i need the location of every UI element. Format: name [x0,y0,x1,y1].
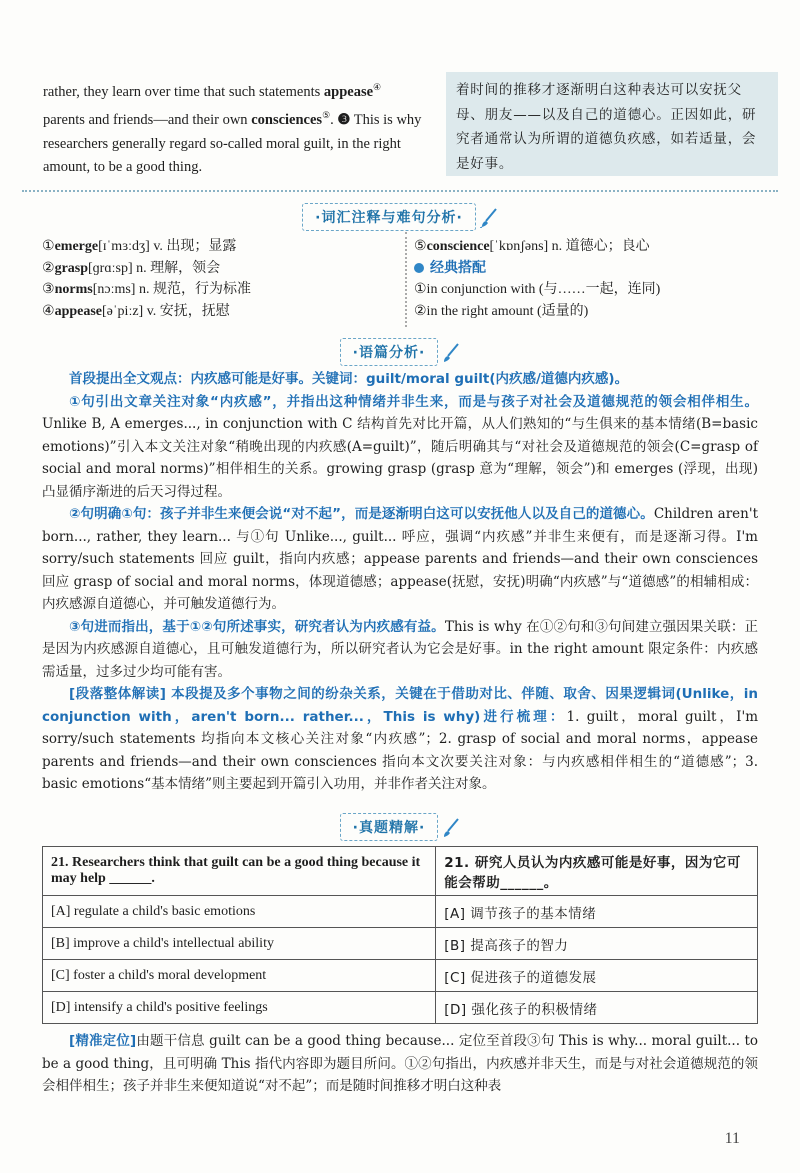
vocab-list-right [414,236,774,322]
passage-paragraph: rather, they learn over time that such statements appease④ parents and friends—and their own consciences⑤. ❸ This is why researchers generally regard so-called moral guilt, in the right amount, to be a good thing. [43,82,422,176]
analysis-para-1: ①句引出文章关注对象“内疚感”，并指出这种情绪并非生来，而是与孩子对社会及道德规范的领会相伴相生。Unlike B, A emerges..., in conjunction with C 结构首先对比开篇，从人们熟知的“与生俱来的基本情绪(B=basic emotions)”引入本文关注对象“稍晚出现的内疚感(A=guilt)”，随后明确其与“对社会及道德规范的领会(C=grasp of social and moral norms)”相伴相生的关系。growing grasp (grasp 意为“理解，领会”)和 emerges (浮现，出现)凸显循序渐进的后天习得过程。 [42,393,758,500]
bullet-icon [414,263,424,273]
option-c-en: [C] foster a child's moral development [43,960,436,992]
vocab-item: ③norms[nɔːms] n. 规范，行为标准 [42,282,251,297]
brush-icon [480,208,498,228]
vocab-item: ①emerge[ɪˈmɜːdʒ] v. 出现；显露 [42,239,237,254]
question-stem-cn: 21. 研究人员认为内疚感可能是好事，因为它可能会帮助______。 [436,847,758,896]
keyword-consciences: consciences [251,112,323,129]
analysis-lead: 首段提出全文观点：内疚感可能是好事。关键词：guilt/moral guilt(内疚感/道德内疚感)。 [69,371,629,387]
translation-box: 着时间的推移才逐渐明白这种表达可以安抚父母、朋友——以及自己的道德心。正因如此，研究者通常认为所谓的道德负疚感，如若适量，会是好事。 [446,72,778,176]
vocab-item: ⑤conscience[ˈkɒnʃəns] n. 道德心；良心 [414,239,650,254]
option-a-cn: [A] 调节孩子的基本情绪 [436,896,758,928]
option-d-en: [D] intensify a child's positive feelings [43,992,436,1024]
collocation-item: ②in the right amount (适量的) [414,303,589,319]
option-a-en: [A] regulate a child's basic emotions [43,896,436,928]
vocab-list-left [42,236,392,322]
vocab-item: ④appease[əˈpiːz] v. 安抚，抚慰 [42,303,230,319]
brush-icon [442,818,460,838]
collocation-item: ①in conjunction with (与……一起，连同) [414,282,661,297]
locate-paragraph: [精准定位]由题干信息 guilt can be a good thing because... 定位至首段③句 This is why... moral guilt... to be a good thing，且可明确 This 指代内容即为题目所问。①②句指出，内疚感并非天生，而是与对社会道德规范的领会相伴相生；孩子并非生来便知道说“对不起”；而是随时间推移才明白这种表 [42,1033,759,1094]
analysis-section-header [0,338,800,366]
analysis-para-4: [段落整体解读] 本段提及多个事物之间的纷杂关系，关键在于借助对比、伴随、取舍、因果逻辑词(Unlike，in conjunction with，aren't born... rather...，This is why)进行梳理：1. guilt，moral guilt，I'm sorry/such statements 均指向本文核心关注对象“内疚感”；2. grasp of social and moral norms，appease parents and friends—and their own consciences 指向本文次要关注对象：与内疚感相伴相生的“道德感”；3. basic emotions“基本情绪”则主要起到开篇引入功用，并非作者关注对象。 [42,686,758,792]
keyword-appease: appease [323,83,374,100]
question-stem-en: 21. Researchers think that guilt can be a good thing because it may help ______. [43,847,436,896]
brush-icon [442,343,460,363]
vocab-section-header [0,203,800,231]
section-title: ·词汇注释与难句分析· [302,203,476,231]
page-number: 11 [724,1130,740,1147]
column-separator [405,232,407,327]
section-title: ·真题精解· [340,813,439,841]
analysis-para-2: ②句明确①句：孩子并非生来便会说“对不起”，而是逐渐明白这可以安抚他人以及自己的道德心。Children aren't born..., rather, they learn... 与①句 Unlike..., guilt... 呼应，强调“内疚感”并非生来便有，而是逐渐习得。I'm sorry/such statements 回应 guilt，指向内疚感；appease parents and friends—and their own consciences 回应 grasp of social and moral norms，体现道德感；appease(抚慰，安抚)明确“内疚感”与“道德感”的相辅相成：内疚感源自道德心，并可触发道德行为。 [42,506,758,612]
option-b-cn: [B] 提高孩子的智力 [436,928,758,960]
vocab-item: ②grasp[ɡrɑːsp] n. 理解，领会 [42,260,221,276]
exam-section-header [0,813,800,841]
question-table [42,846,758,1024]
option-c-cn: [C] 促进孩子的道德发展 [436,960,758,992]
analysis-body [42,368,758,796]
analysis-para-3: ③句进而指出，基于①②句所述事实，研究者认为内疚感有益。This is why 在①②句和③句间建立强因果关联：正是因为内疚感源自道德心，且可触发道德行为，所以研究者认为它会是好事。in the right amount 限定条件：内疚感需适量，过多过少均可能有害。 [42,618,758,680]
option-b-en: [B] improve a child's intellectual ability [43,928,436,960]
option-d-cn: [D] 强化孩子的积极情绪 [436,992,758,1024]
section-title: ·语篇分析· [340,338,439,366]
divider [22,190,778,192]
collocation-title: 经典搭配 [414,258,774,280]
